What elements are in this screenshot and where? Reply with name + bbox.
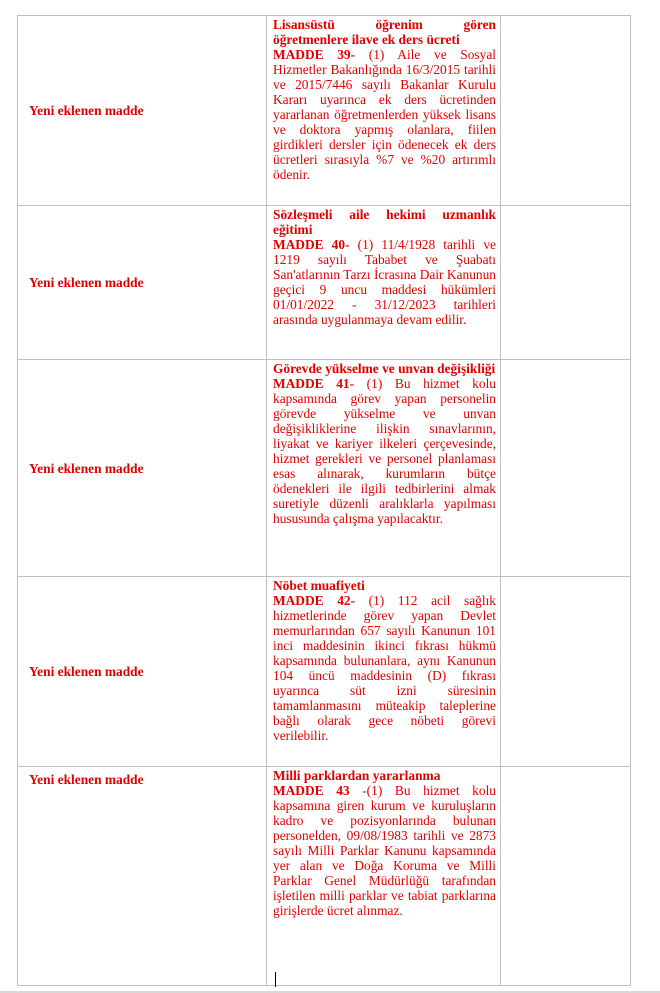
article-number: MADDE 40- [273,237,350,252]
text-cell[interactable] [267,206,501,360]
row-label: Yeni eklenen madde [29,103,144,118]
article-heading: Sözleşmeli aile hekimi uzmanlık eğitimi [273,207,496,237]
article-text: (1) Bu hizmet kolu kapsamında görev yapan personelin görevde yükselme ve unvan değişikliklerine ilişkin sınavlarının, liyakat ve kariyer ilkeleri çerçevesinde, hizmet gerekleri ve personel planlaması esas alınarak, kurumların bütçe ödenekleri ile ilgili tedbirlerini almak suretiyle düzenli aralıklarla yapılması hususunda çalışma yapılacaktır. [273,376,496,526]
text-cell[interactable] [267,16,501,206]
article-body [273,593,496,743]
article-body [273,47,496,182]
row-label: Yeni eklenen madde [29,772,144,787]
table-row [18,206,631,360]
article-heading: Görevde yükselme ve unvan değişikliği [273,361,496,376]
article-text: -(1) Bu hizmet kolu kapsamına giren kurum ve kuruluşların kadro ve pozisyonlarında bulunan personelden, 09/08/1983 tarihli ve 2873 sayılı Milli Parklar Kanunu kapsamında yer alan ve Doğa Koruma ve Milli Parklar Genel Müdürlüğü tarafından işletilen milli parklar ve tabiat parklarına girişlerde ücret alınmaz. [273,783,496,918]
article-text: (1) Aile ve Sosyal Hizmetler Bakanlığında 16/3/2015 tarihli ve 2015/7446 sayılı Bakanlar Kurulu Kararı uyarınca ek ders ücretinden yararlanan öğretmenlerden yüksek lisans ve doktora yapmış olanlara, fiilen girdikleri dersler için ödenecek ek ders ücretleri sırasıyla %7 ve %20 artırımlı ödenir. [273,47,497,182]
label-cell [18,360,267,577]
empty-cell[interactable] [501,16,631,206]
article-body [273,237,496,327]
row-label: Yeni eklenen madde [29,664,144,679]
empty-cell[interactable] [501,360,631,577]
article-heading: Milli parklardan yararlanma [273,768,441,783]
label-cell [18,577,267,767]
table-row [18,577,631,767]
label-cell [18,16,267,206]
table-row [18,360,631,577]
row-label: Yeni eklenen madde [29,275,144,290]
text-cell[interactable] [267,360,501,577]
article-body [273,783,496,918]
article-text: (1) 11/4/1928 tarihli ve 1219 sayılı Tababet ve Şuabatı San'atlarının Tarzı İcrasına Dair Kanunun geçici 9 uncu maddesi hükümleri 01/01/2022 - 31/12/2023 tarihleri arasında uygulanmaya devam edilir. [273,237,497,327]
label-cell [18,767,267,986]
table-row [18,16,631,206]
article-body [273,376,496,526]
empty-cell[interactable] [501,206,631,360]
text-cursor [275,972,276,987]
empty-cell[interactable] [501,767,631,986]
article-number: MADDE 43 [273,783,350,798]
text-cell[interactable] [267,767,501,986]
article-heading: Lisansüstü öğrenim gören öğretmenlere ilave ek ders ücreti [273,17,496,47]
article-number: MADDE 41- [273,376,355,391]
amendment-table [17,15,631,986]
row-label: Yeni eklenen madde [29,460,144,476]
article-number: MADDE 39- [273,47,356,62]
text-cell[interactable] [267,577,501,767]
article-text: (1) 112 acil sağlık hizmetlerinde görev yapan Devlet memurlarından 657 sayılı Kanunun 101 inci maddesinin ikinci fıkrası hükmü kapsamında bulunanlara, aynı Kanunun 104 üncü maddesinin (D) fıkrası uyarınca süt izni süresinin tamamlanmasını müteakip taleplerine bağlı olarak gece nöbeti görevi verilebilir. [273,593,496,743]
empty-cell[interactable] [501,577,631,767]
label-cell [18,206,267,360]
article-heading: Nöbet muafiyeti [273,578,365,593]
table-row [18,767,631,986]
article-number: MADDE 42- [273,593,356,608]
